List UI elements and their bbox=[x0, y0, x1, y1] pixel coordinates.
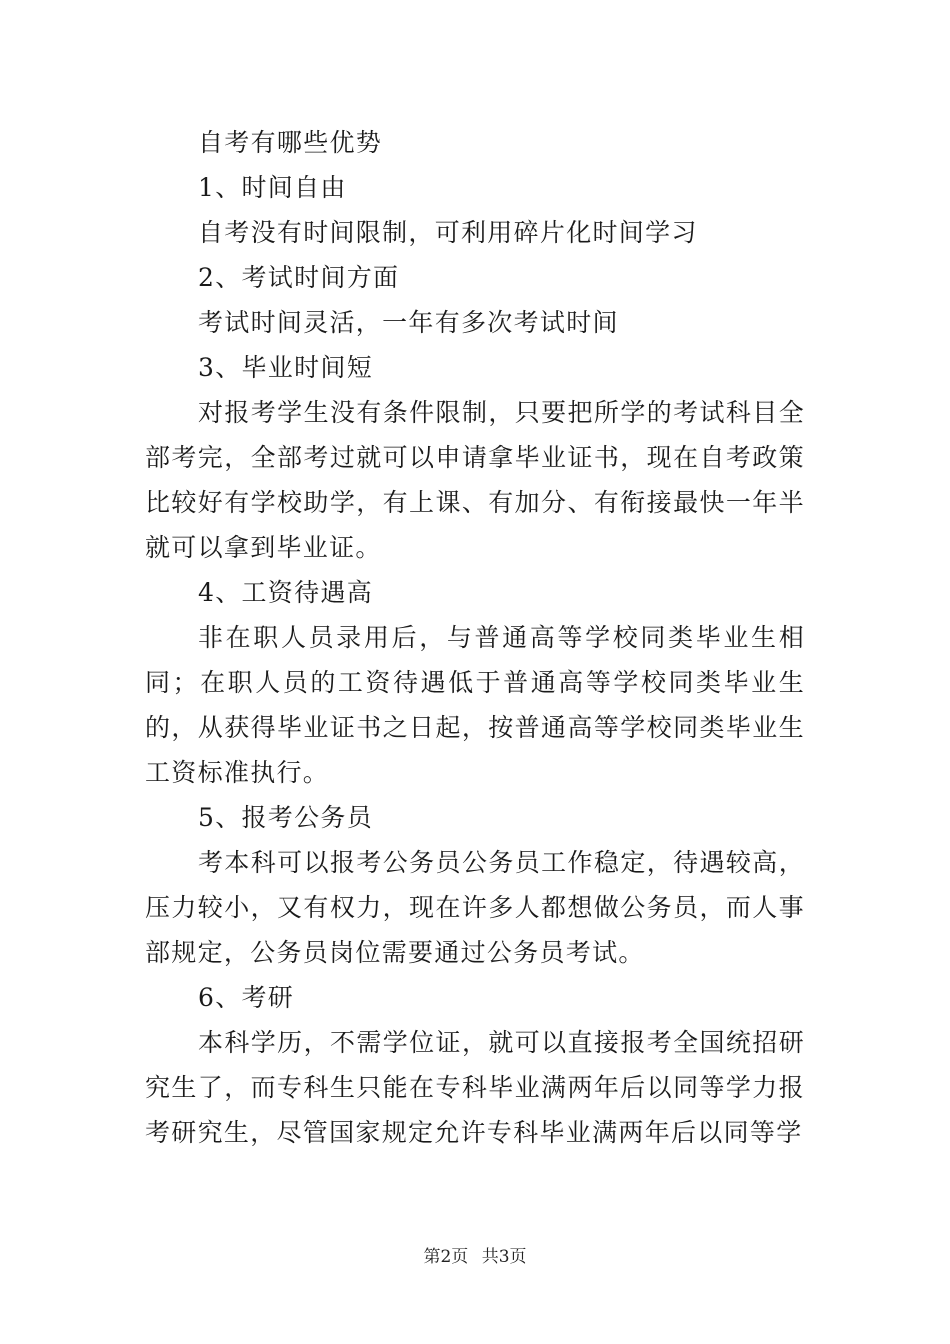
section-paragraph: 考试时间灵活，一年有多次考试时间 bbox=[198, 308, 619, 337]
section-heading: 6、考研 bbox=[198, 983, 295, 1012]
page-footer bbox=[0, 1242, 950, 1267]
section-paragraph: 本科学历，不需学位证，就可以直接报考全国统招研究生了，而专科生只能在专科毕业满两年后以同等学力报考研究生，尽管国家规定允许专科毕业满两年后以同等学 bbox=[145, 1028, 805, 1147]
section-heading: 4、工资待遇高 bbox=[198, 578, 374, 607]
section-heading: 5、报考公务员 bbox=[198, 803, 374, 832]
section-paragraph: 考本科可以报考公务员公务员工作稳定，待遇较高，压力较小，又有权力，现在许多人都想做公务员，而人事部规定，公务员岗位需要通过公务员考试。 bbox=[145, 848, 805, 967]
document-title: 自考有哪些优势 bbox=[198, 128, 383, 157]
page-total: 共3页 bbox=[481, 1247, 527, 1267]
section-heading: 2、考试时间方面 bbox=[198, 263, 400, 292]
page-number: 第2页 bbox=[423, 1247, 469, 1267]
section-heading: 1、时间自由 bbox=[198, 173, 347, 202]
document-body bbox=[145, 120, 805, 1155]
section-paragraph: 非在职人员录用后，与普通高等学校同类毕业生相同；在职人员的工资待遇低于普通高等学校同类毕业生的，从获得毕业证书之日起，按普通高等学校同类毕业生工资标准执行。 bbox=[145, 623, 805, 787]
section-heading: 3、毕业时间短 bbox=[198, 353, 374, 382]
section-paragraph: 自考没有时间限制，可利用碎片化时间学习 bbox=[198, 218, 698, 247]
section-paragraph: 对报考学生没有条件限制，只要把所学的考试科目全部考完，全部考过就可以申请拿毕业证书，现在自考政策比较好有学校助学，有上课、有加分、有衔接最快一年半就可以拿到毕业证。 bbox=[145, 398, 805, 562]
